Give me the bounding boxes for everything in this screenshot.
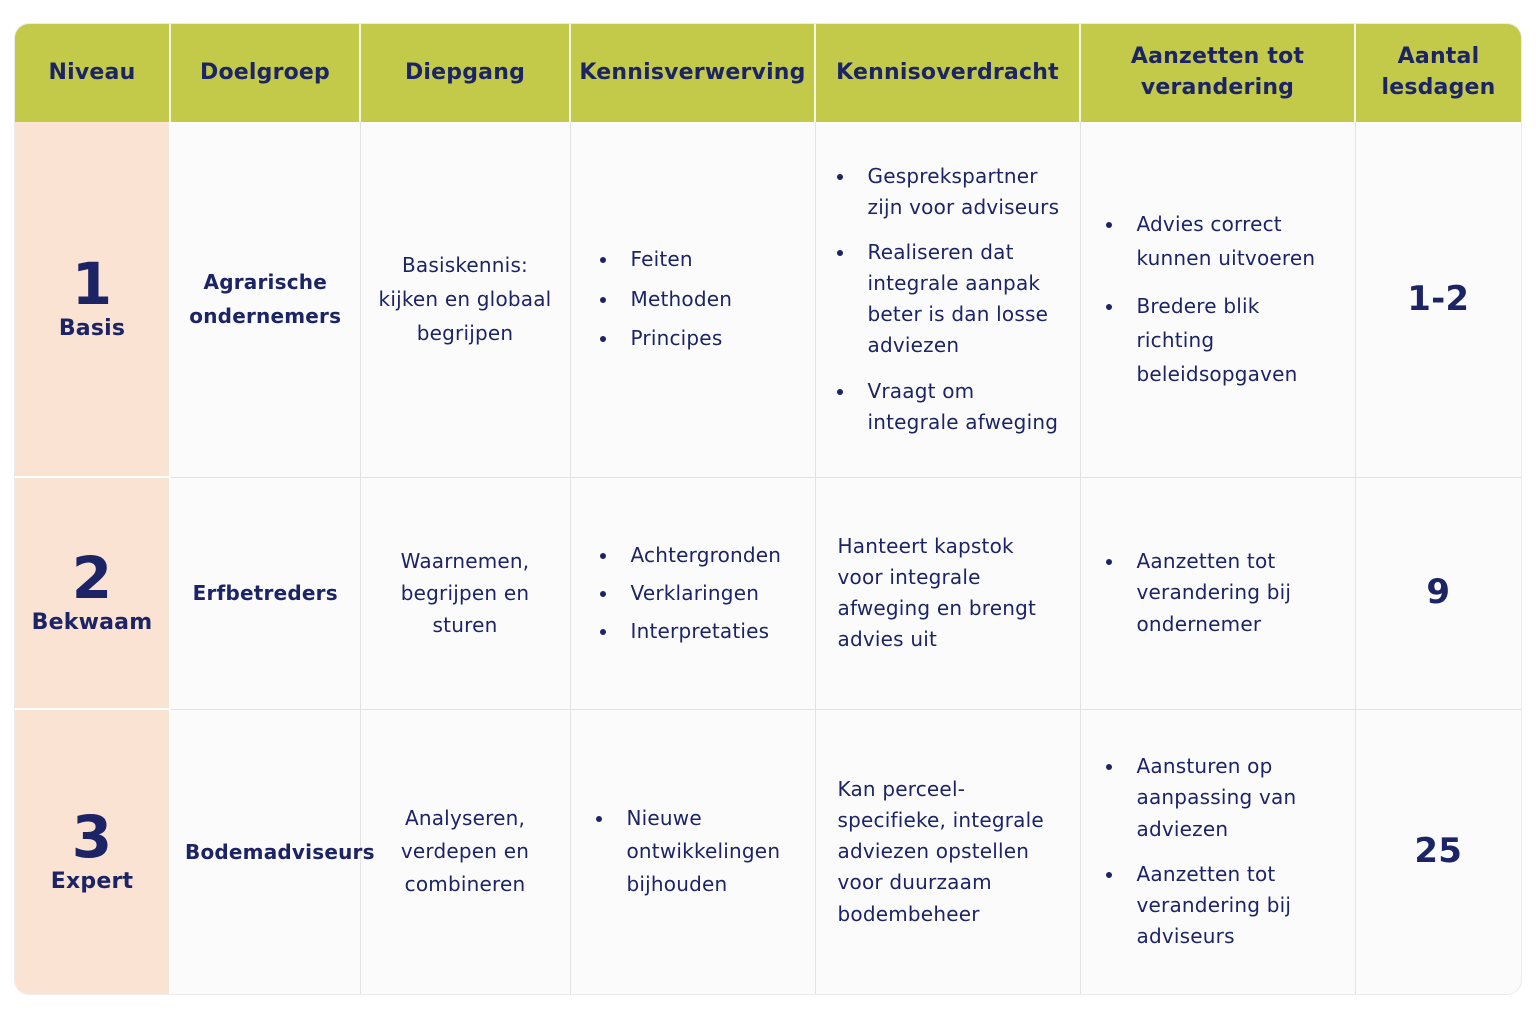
- verandering-cell: [1080, 122, 1355, 477]
- doelgroep-cell: Erfbetreders: [170, 477, 360, 709]
- header-kennisverwerving: Kennisverwerving: [570, 24, 815, 122]
- level-cell: [15, 709, 170, 994]
- header-diepgang: Diepgang: [360, 24, 570, 122]
- header-aantal-lesdagen: Aantal lesdagen: [1355, 24, 1521, 122]
- list-item: • Bredere blik richting beleidsopgaven: [1125, 289, 1341, 391]
- list-item: • Verklaringen: [619, 578, 801, 608]
- list-item: • Aansturen op aanpassing van adviezen: [1125, 751, 1341, 845]
- course-levels-table-container: [15, 24, 1521, 994]
- doelgroep-cell: Agrarische ondernemers: [170, 122, 360, 477]
- kennisverwerving-cell: [570, 477, 815, 709]
- kennisverwerving-cell: [570, 709, 815, 994]
- level-name: Basis: [58, 316, 126, 342]
- level-number: 3: [71, 803, 113, 872]
- kennisoverdracht-list: [830, 161, 1066, 439]
- doelgroep-cell: Bodemadviseurs: [170, 709, 360, 994]
- list-item: • Aanzetten tot verandering bij ondernemer: [1125, 546, 1341, 640]
- level-name: Expert: [50, 869, 134, 895]
- list-item: • Principes: [619, 323, 801, 354]
- verandering-list: [1099, 751, 1341, 952]
- level-cell: [15, 122, 170, 477]
- list-item: • Interpretaties: [619, 616, 801, 646]
- level-number: 2: [71, 544, 113, 613]
- diepgang-cell: Waarnemen, begrijpen en sturen: [360, 477, 570, 709]
- header-aanzetten-tot-verandering: Aanzetten tot verandering: [1080, 24, 1355, 122]
- level-number: 1: [71, 250, 113, 319]
- kennisverwerving-list: [589, 802, 801, 901]
- kennisverwerving-list: [593, 540, 801, 646]
- course-levels-table: [15, 24, 1521, 994]
- list-item: • Vraagt om integrale afweging: [856, 376, 1066, 438]
- diepgang-cell: Analyseren, verdepen en combineren: [360, 709, 570, 994]
- lesdagen-cell: 25: [1414, 831, 1463, 872]
- table-row: [15, 709, 1521, 994]
- verandering-cell: [1080, 709, 1355, 994]
- header-kennisoverdracht: Kennisoverdracht: [815, 24, 1080, 122]
- list-item: • Nieuwe ontwikkelingen bijhouden: [615, 802, 801, 901]
- verandering-cell: [1080, 477, 1355, 709]
- kennisoverdracht-cell: [815, 122, 1080, 477]
- list-item: • Realiseren dat integrale aanpak beter is dan losse adviezen: [856, 237, 1066, 362]
- verandering-list: [1099, 207, 1341, 391]
- lesdagen-cell: 1-2: [1355, 122, 1521, 477]
- diepgang-cell: Basiskennis: kijken en globaal begrijpen: [360, 122, 570, 477]
- list-item: • Advies correct kunnen uitvoeren: [1125, 207, 1341, 275]
- list-item: • Gesprekspartner zijn voor adviseurs: [856, 161, 1066, 223]
- list-item: • Feiten: [619, 244, 801, 275]
- lesdagen-cell: 9: [1355, 477, 1521, 709]
- level-name: Bekwaam: [31, 610, 153, 636]
- verandering-list: [1099, 546, 1341, 640]
- table-row: [15, 122, 1521, 477]
- list-item: • Achtergronden: [619, 540, 801, 570]
- header-row: [15, 24, 1521, 122]
- kennisoverdracht-cell: Hanteert kapstok voor integrale afweging en brengt advies uit: [815, 477, 1080, 709]
- level-cell: [15, 477, 170, 709]
- table-row: [15, 477, 1521, 709]
- header-niveau: Niveau: [15, 24, 170, 122]
- header-doelgroep: Doelgroep: [170, 24, 360, 122]
- kennisverwerving-cell: [570, 122, 815, 477]
- kennisoverdracht-cell: Kan perceel-specifieke, integrale adviezen opstellen voor duurzaam bodembeheer: [815, 709, 1080, 994]
- kennisverwerving-list: [593, 244, 801, 354]
- list-item: • Aanzetten tot verandering bij adviseurs: [1125, 859, 1341, 953]
- list-item: • Methoden: [619, 284, 801, 315]
